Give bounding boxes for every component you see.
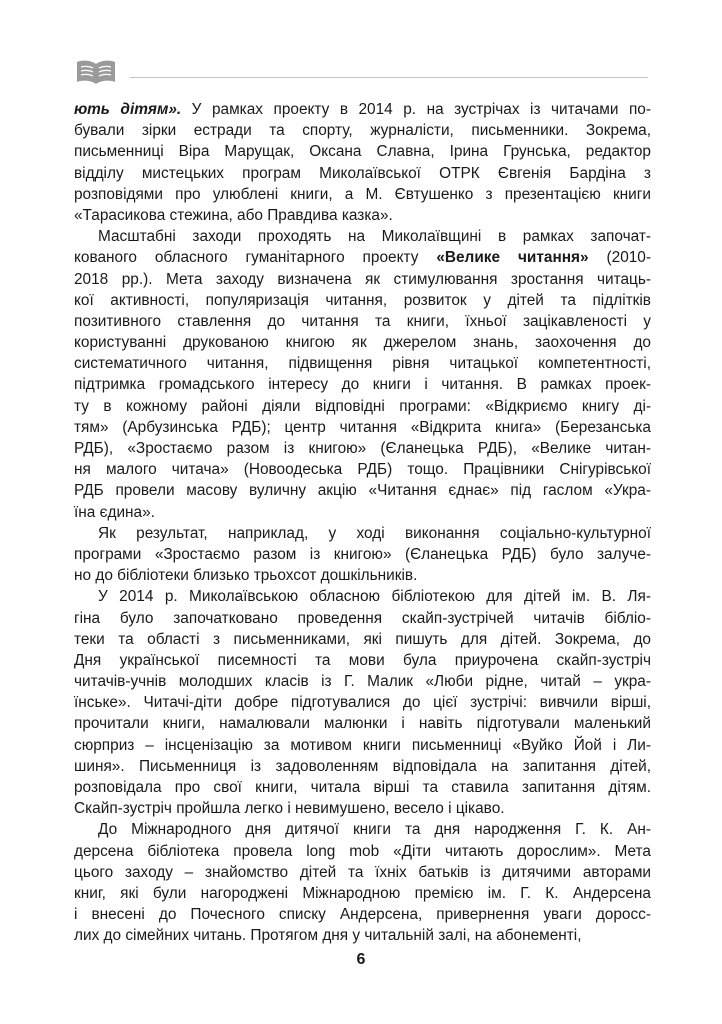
text-line: [74, 798, 651, 819]
paragraph: [74, 819, 651, 946]
text-line: [74, 99, 651, 120]
text-run: но до бібліотеки близько трьохсот дошкільників.: [74, 567, 418, 585]
text-run: користуванні друкованою книгою як джерелом знань, заохочення до: [74, 334, 651, 352]
bold-text: «Велике читання»: [436, 249, 589, 267]
text-line: [74, 247, 651, 268]
text-line: [74, 883, 651, 904]
bold-text: ють дітям».: [74, 101, 182, 118]
text-line: [74, 374, 651, 395]
text-run: До Міжнародного дня дитячої книги та дня народження Г. К. Ан-: [98, 821, 651, 839]
text-run: систематичного читання, підвищення рівня читацької компетентності,: [74, 355, 651, 373]
text-run: гіна було започатковано проведення скайп-зустрічей читачів бібліо-: [74, 609, 651, 627]
text-line: [74, 205, 651, 226]
text-run: дерсена бібліотека провела long mob «Діти читають дорослим». Мета: [74, 842, 651, 860]
text-line: [74, 141, 651, 162]
text-line: [74, 904, 651, 925]
text-run: ту в кожному районі діяли відповідні програми: «Відкриємо книгу ді-: [74, 397, 651, 415]
text-run: цього заходу – знайомство дітей та їхніх батьків із дитячими авторами: [74, 863, 651, 881]
text-line: [74, 311, 651, 332]
text-line: [74, 671, 651, 692]
text-run: їнське». Читачі-діти добре підготувалися до цієї зустрічі: вивчили вірші,: [74, 694, 651, 712]
text-run: книг, які були нагороджені Міжнародною премією ім. Г. К. Андерсена: [74, 884, 651, 902]
text-line: [74, 417, 651, 438]
text-line: [74, 502, 651, 523]
text-run: і внесені до Почесного списку Андерсена, привернення уваги доросс-: [74, 906, 651, 924]
text-run: бували зірки естради та спорту, журналісти, письменники. Зокрема,: [74, 122, 651, 140]
text-run: кої активності, популяризація читання, розвиток у дітей та підлітків: [74, 291, 651, 309]
text-run: Як результат, наприклад, у ході виконання соціально-культурної: [98, 524, 651, 542]
body-text: [74, 99, 651, 947]
text-line: [74, 925, 651, 946]
text-run: письменниці Віра Марущак, Оксана Славна, Ірина Грунська, редактор: [74, 143, 651, 161]
text-run: теки та області з письменниками, які пишуть для дітей. Зокрема, до: [74, 630, 651, 648]
paragraph: [74, 586, 651, 819]
text-run: їна єдина».: [74, 503, 155, 521]
paragraph: [74, 226, 651, 523]
text-run: шиня». Письменниця із задоволенням відповідала на запитання дітей,: [74, 757, 651, 775]
text-line: [74, 650, 651, 671]
open-book-icon: [76, 60, 116, 86]
text-run: РДБ провели масову вуличну акцію «Читання єднає» під гаслом «Укра-: [74, 482, 651, 500]
text-line: [74, 523, 651, 544]
text-run: прочитали книги, намалювали малюнки і навіть підготували маленький: [74, 715, 651, 733]
text-run: У рамках проекту в 2014 р. на зустрічах із читачами по-: [181, 101, 651, 118]
text-line: [74, 438, 651, 459]
text-line: [74, 819, 651, 840]
text-run: читачів-учнів молодших класів із Г. Малик «Люби рідне, читай – укра-: [74, 673, 651, 691]
text-run: Дня української писемності та мови була приурочена скайп-зустріч: [74, 651, 651, 669]
text-line: [74, 608, 651, 629]
header-rule: [130, 77, 648, 78]
text-run: (2010-: [588, 249, 651, 267]
text-line: [74, 226, 651, 247]
text-line: [74, 332, 651, 353]
page-number: 6: [356, 951, 366, 968]
text-run: «Тарасикова стежина, або Правдива казка».: [74, 206, 393, 224]
text-line: [74, 735, 651, 756]
text-run: позитивного ставлення до читання та книги, їхньої зацікавленості у: [74, 312, 651, 330]
text-line: [74, 692, 651, 713]
text-run: розповідала про свої книги, читала вірші та ставила запитання дітям.: [74, 779, 651, 796]
text-run: відділу мистецьких програм Миколаївської ОТРК Євгенія Бардіна з: [74, 164, 651, 182]
paragraph: [74, 99, 651, 226]
text-line: [74, 713, 651, 734]
text-line: [74, 269, 651, 290]
text-run: підтримка громадського інтересу до книги і читання. В рамках проек-: [74, 376, 651, 394]
text-line: [74, 586, 651, 607]
text-line: [74, 841, 651, 862]
paragraph: [74, 523, 651, 587]
text-line: [74, 777, 651, 798]
text-line: [74, 480, 651, 501]
text-line: [74, 396, 651, 417]
text-run: сюрприз – інсценізацію за мотивом книги письменниці «Вуйко Йой і Ли-: [74, 736, 651, 754]
text-run: ня малого читача» (Новоодеська РДБ) тощо. Працівники Снігурівської: [74, 461, 651, 479]
text-line: [74, 184, 651, 205]
text-line: [74, 629, 651, 650]
text-run: програми «Зростаємо разом із книгою» (Єланецька РДБ) було залуче-: [74, 545, 651, 563]
text-run: РДБ), «Зростаємо разом із книгою» (Єланецька РДБ), «Велике читан-: [74, 440, 651, 457]
text-line: [74, 120, 651, 141]
text-line: [74, 353, 651, 374]
text-run: Скайп-зустріч пройшла легко і невимушено, весело і цікаво.: [74, 800, 505, 818]
text-run: Масштабні заходи проходять на Миколаївщині в рамках започат-: [98, 228, 651, 246]
text-run: тям» (Арбузинська РДБ); центр читання «Відкрита книга» (Березанська: [74, 418, 651, 436]
text-run: кованого обласного гуманітарного проекту: [74, 249, 437, 267]
text-run: лих до сімейних читань. Протягом дня у читальній залі, на абонементі,: [74, 927, 582, 945]
text-line: [74, 544, 651, 565]
text-line: [74, 862, 651, 883]
page-header: [76, 60, 650, 94]
text-run: У 2014 р. Миколаївською обласною бібліотекою для дітей ім. В. Ля-: [98, 588, 651, 606]
text-line: [74, 756, 651, 777]
text-run: розповідями про улюблені книги, а М. Євтушенко з презентацією книги: [74, 185, 651, 203]
text-line: [74, 565, 651, 586]
text-run: 2018 рр.). Мета заходу визначена як стимулювання зростання читаць-: [74, 270, 651, 288]
text-line: [74, 459, 651, 480]
text-line: [74, 290, 651, 311]
text-line: [74, 163, 651, 184]
